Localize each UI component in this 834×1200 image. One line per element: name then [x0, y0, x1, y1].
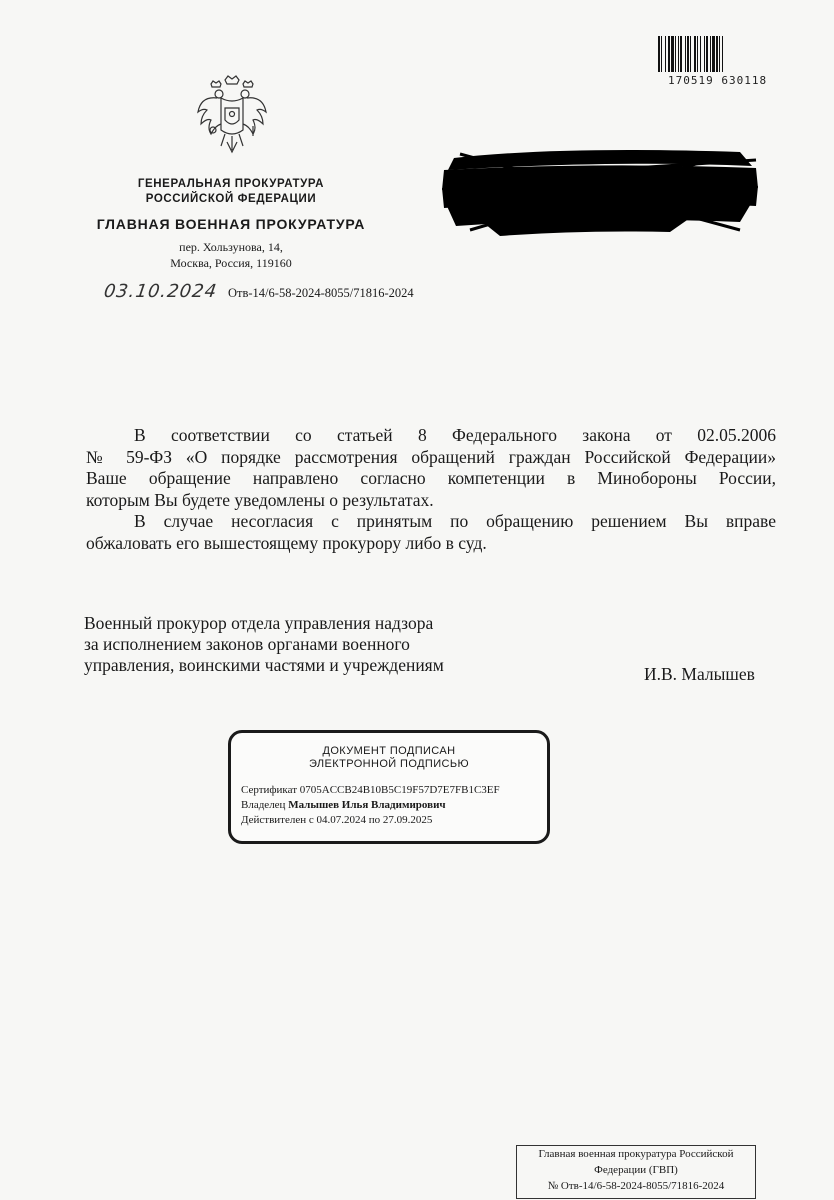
- coat-of-arms-icon: [195, 74, 269, 156]
- letter-body: [86, 425, 776, 554]
- org-name-line-1: ГЕНЕРАЛЬНАЯ ПРОКУРАТУРА: [137, 178, 325, 190]
- barcode-bar: [723, 36, 726, 72]
- stamp-title-line-2: ЭЛЕКТРОННОЙ ПОДПИСЬЮ: [308, 758, 470, 770]
- valid-from: 04.07.2024: [316, 814, 367, 826]
- footer-line: Главная военная прокуратура Российской: [538, 1148, 734, 1160]
- stamp-validity: [241, 814, 432, 826]
- valid-label: Действителен с: [241, 814, 314, 826]
- signer-title-line: управления, воинскими частями и учреждениям: [84, 655, 444, 675]
- footer-registration-box: [516, 1145, 756, 1199]
- cert-label: Сертификат: [241, 784, 297, 796]
- body-line: Ваше обращение направлено согласно компетенции в Минобороны России,: [86, 468, 776, 488]
- footer-line: № Отв-14/6-58-2024-8055/71816-2024: [547, 1180, 725, 1192]
- redacted-recipient: [440, 140, 760, 240]
- body-line: которым Вы будете уведомлены о результатах.: [86, 489, 434, 510]
- body-line: В соответствии со статьей 8 Федерального закона от 02.05.2006: [134, 425, 776, 445]
- owner-value: Малышев Илья Владимирович: [288, 799, 446, 811]
- org-name-line-3: ГЛАВНАЯ ВОЕННАЯ ПРОКУРАТУРА: [96, 216, 366, 232]
- handwritten-date: 03.10.2024: [102, 281, 219, 302]
- body-line: В случае несогласия с принятым по обращению решением Вы вправе: [134, 511, 776, 531]
- stamp-title-line-1: ДОКУМЕНТ ПОДПИСАН: [322, 745, 456, 757]
- signer-name: И.В. Малышев: [644, 664, 755, 684]
- signer-title-line: Военный прокурор отдела управления надзора: [84, 613, 434, 633]
- valid-to-label: по: [368, 814, 381, 826]
- address-line-1: пер. Хользунова, 14,: [179, 240, 283, 254]
- address-line-2: Москва, Россия, 119160: [170, 256, 292, 270]
- cert-value: 0705ACCB24B10B5C19F57D7E7FB1C3EF: [299, 784, 500, 796]
- owner-label: Владелец: [241, 799, 286, 811]
- body-line: обжаловать его вышестоящему прокурору либо в суд.: [86, 532, 487, 553]
- barcode: [658, 36, 782, 87]
- org-name-line-2: РОССИЙСКОЙ ФЕДЕРАЦИИ: [145, 193, 317, 205]
- outgoing-reference: Отв-14/6-58-2024-8055/71816-2024: [228, 286, 414, 300]
- body-line: № 59-ФЗ «О порядке рассмотрения обращений граждан Российской Федерации»: [86, 446, 776, 467]
- barcode-bars: [658, 36, 782, 72]
- signer-title-line: за исполнением законов органами военного: [84, 634, 410, 654]
- e-signature-stamp: [228, 730, 550, 844]
- barcode-number: 170519 630118: [668, 74, 768, 87]
- footer-line: Федерации (ГВП): [594, 1164, 678, 1176]
- stamp-certificate: [241, 784, 500, 796]
- stamp-owner: [241, 799, 446, 811]
- valid-to: 27.09.2025: [382, 814, 433, 826]
- signer-title: [84, 613, 504, 676]
